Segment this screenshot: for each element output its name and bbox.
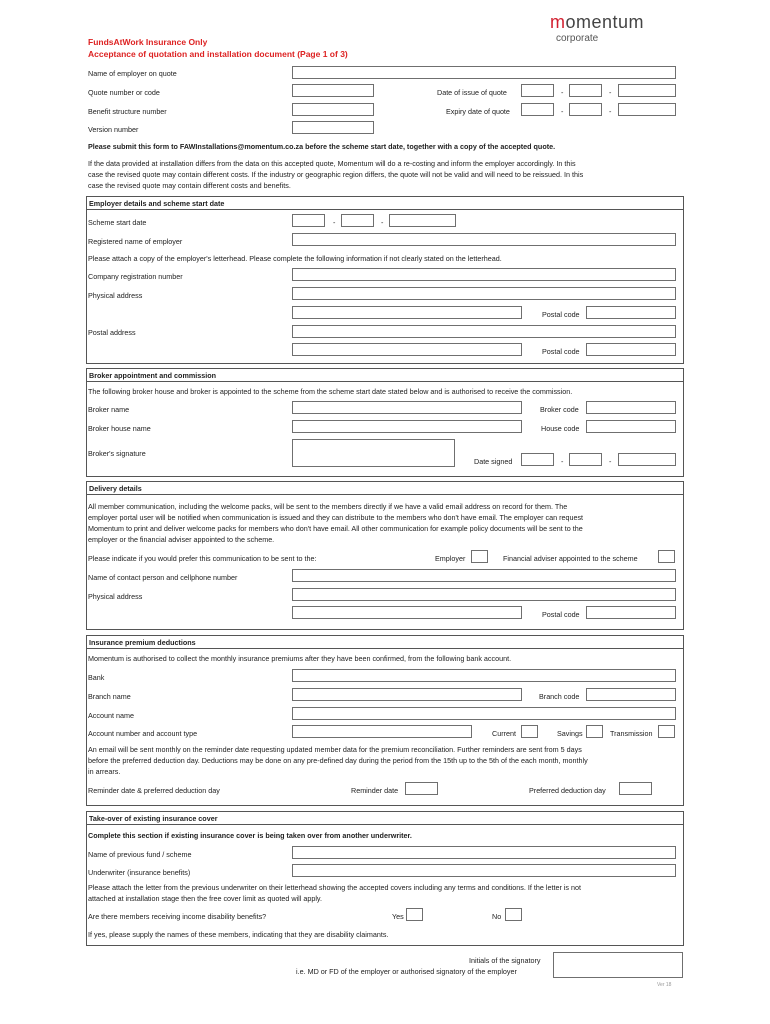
postal-code-label: Postal code (542, 610, 580, 619)
physical-postal-code-input[interactable] (586, 306, 676, 319)
takeover-complete-note: Complete this section if existing insurance cover is being taken over from another underwriter. (88, 831, 412, 840)
premium-note: Momentum is authorised to collect the monthly insurance premiums after they have been confirmed, from the following bank account. (88, 654, 512, 663)
employer-name-input[interactable] (292, 66, 676, 79)
contact-label: Name of contact person and cellphone number (88, 573, 238, 582)
employer-option-label: Employer (435, 554, 466, 563)
start-year[interactable] (389, 214, 456, 227)
momentum-logo (550, 12, 644, 32)
form-subtitle: Acceptance of quotation and installation document (Page 1 of 3) (88, 49, 348, 59)
preferred-day-input[interactable] (619, 782, 652, 795)
signed-year[interactable] (618, 453, 676, 466)
premium-para-line: before the preferred deduction day. Deductions may be done on any pre-defined day during the period from the 15th up to the 5th of the each month, monthly (88, 756, 588, 765)
section-header (87, 369, 683, 382)
account-number-label: Account number and account type (88, 729, 198, 738)
bank-label: Bank (88, 673, 105, 682)
delivery-postal-code-input[interactable] (586, 606, 676, 619)
version-label: Version number (88, 125, 139, 134)
branch-name-input[interactable] (292, 688, 522, 701)
signatory-initials-box[interactable] (553, 952, 683, 978)
delivery-address-line2[interactable] (292, 606, 522, 619)
section-title: Delivery details (89, 484, 142, 493)
date-signed-label: Date signed (474, 457, 513, 466)
account-name-input[interactable] (292, 707, 676, 720)
transmission-checkbox[interactable] (658, 725, 675, 738)
section-title: Take-over of existing insurance cover (89, 814, 218, 823)
supply-note: If yes, please supply the names of these members, indicating that they are disability claimants. (88, 930, 389, 939)
signatory-desc: i.e. MD or FD of the employer or authorised signatory of the employer (296, 967, 517, 976)
no-label: No (492, 912, 502, 921)
company-reg-label: Company registration number (88, 272, 183, 281)
start-month[interactable] (341, 214, 374, 227)
signatory-label: Initials of the signatory (469, 956, 541, 965)
expiry-year[interactable] (618, 103, 676, 116)
underwriter-input[interactable] (292, 864, 676, 877)
dash: - (333, 218, 336, 227)
delivery-address-line1[interactable] (292, 588, 676, 601)
registered-name-label: Registered name of employer (88, 237, 183, 246)
physical-address-line1[interactable] (292, 287, 676, 300)
logo-subtitle: corporate (556, 33, 599, 44)
house-code-label: House code (541, 424, 580, 433)
savings-label: Savings (557, 729, 583, 738)
logo-rest: omentum (565, 12, 645, 32)
delivery-para-line: employer portal user will be notified when communication is issued and they can distribute to the members who don't have email. The employer can request (88, 513, 584, 522)
section-title: Broker appointment and commission (89, 371, 216, 380)
delivery-para-line: Momentum to print and deliver welcome packs for members who don't have email. All other communication for example policy documents will be sent to the (88, 524, 583, 533)
disability-question: Are there members receiving income disability benefits? (88, 912, 267, 921)
underwriter-label: Underwriter (insurance benefits) (88, 868, 191, 877)
dash: - (381, 218, 384, 227)
reminder-pref-label: Reminder date & preferred deduction day (88, 786, 220, 795)
savings-checkbox[interactable] (586, 725, 603, 738)
dash: - (609, 107, 612, 116)
submit-note: Please submit this form to FAWInstallations@momentum.co.za before the scheme start date, together with a copy of the accepted quote. (88, 142, 556, 151)
expiry-month[interactable] (569, 103, 602, 116)
takeover-para-line: attached at installation stage then the free cover limit as quoted will apply. (88, 894, 322, 903)
bank-input[interactable] (292, 669, 676, 682)
dash: - (561, 457, 564, 466)
scheme-start-label: Scheme start date (88, 218, 147, 227)
preferred-day-label: Preferred deduction day (529, 786, 606, 795)
branch-code-label: Branch code (539, 692, 580, 701)
form-title: FundsAtWork Insurance Only (88, 37, 208, 47)
contact-input[interactable] (292, 569, 676, 582)
postal-address-line2[interactable] (292, 343, 522, 356)
quote-number-input[interactable] (292, 84, 374, 97)
dash: - (561, 88, 564, 97)
section-header (87, 482, 683, 495)
date-issue-month[interactable] (569, 84, 602, 97)
section-header (87, 197, 683, 210)
start-day[interactable] (292, 214, 325, 227)
postal-address-line1[interactable] (292, 325, 676, 338)
prev-fund-input[interactable] (292, 846, 676, 859)
dash: - (561, 107, 564, 116)
registered-name-input[interactable] (292, 233, 676, 246)
physical-address-label: Physical address (88, 291, 143, 300)
dash: - (609, 457, 612, 466)
account-number-input[interactable] (292, 725, 472, 738)
physical-address-line2[interactable] (292, 306, 522, 319)
date-issue-label: Date of issue of quote (437, 88, 507, 97)
data-note-line: If the data provided at installation differs from the data on this accepted quote, Momentum will do a re-costing and inform the employer accordingly. In this (88, 159, 576, 168)
delivery-para-line: All member communication, including the welcome packs, will be sent to the members directly if we have a valid email address on record for them. The (88, 502, 568, 511)
broker-code-label: Broker code (540, 405, 579, 414)
expiry-label: Expiry date of quote (446, 107, 510, 116)
account-name-label: Account name (88, 711, 134, 720)
section-title: Insurance premium deductions (89, 638, 196, 647)
current-label: Current (492, 729, 516, 738)
prev-fund-label: Name of previous fund / scheme (88, 850, 192, 859)
no-checkbox[interactable] (505, 908, 522, 921)
data-note-line: case the revised quote may contain different costs and benefits. (88, 181, 291, 190)
branch-name-label: Branch name (88, 692, 131, 701)
broker-house-label: Broker house name (88, 424, 151, 433)
yes-label: Yes (392, 912, 404, 921)
broker-note: The following broker house and broker is appointed to the scheme from the scheme start date stated below and is authorised to receive the commission. (88, 387, 573, 396)
quote-number-label: Quote number or code (88, 88, 160, 97)
broker-name-label: Broker name (88, 405, 130, 414)
employer-name-label: Name of employer on quote (88, 69, 177, 78)
signed-day[interactable] (521, 453, 554, 466)
dash: - (609, 88, 612, 97)
adviser-option-label: Financial adviser appointed to the scheme (503, 554, 638, 563)
premium-para-line: in arrears. (88, 767, 121, 776)
current-checkbox[interactable] (521, 725, 538, 738)
house-code-input[interactable] (586, 420, 676, 433)
delivery-address-label: Physical address (88, 592, 143, 601)
version-input[interactable] (292, 121, 374, 134)
signed-month[interactable] (569, 453, 602, 466)
adviser-checkbox[interactable] (658, 550, 675, 563)
company-reg-input[interactable] (292, 268, 676, 281)
section-title: Employer details and scheme start date (89, 199, 225, 208)
logo-m: m (550, 12, 566, 32)
section-header (87, 636, 683, 649)
date-issue-day[interactable] (521, 84, 554, 97)
yes-checkbox[interactable] (406, 908, 423, 921)
section-header (87, 812, 683, 825)
delivery-para-line: employer or the financial adviser appointed to the scheme. (88, 535, 275, 544)
postal-address-label: Postal address (88, 328, 136, 337)
takeover-para-line: Please attach the letter from the previous underwriter on their letterhead showing the accepted covers including any terms and conditions. If the letter is not (88, 883, 582, 892)
broker-code-input[interactable] (586, 401, 676, 414)
branch-code-input[interactable] (586, 688, 676, 701)
benefit-number-label: Benefit structure number (88, 107, 167, 116)
expiry-day[interactable] (521, 103, 554, 116)
postal-code-label: Postal code (542, 310, 580, 319)
footer-code: Ver 18 (657, 982, 672, 988)
prefer-label: Please indicate if you would prefer this communication to be sent to the: (88, 554, 317, 563)
data-note-line: case the revised quote may contain different costs. If the industry or geographic region differs, the quote will not be valid and will need to be reissued. In this (88, 170, 584, 179)
broker-house-input[interactable] (292, 420, 522, 433)
broker-signature-box[interactable] (292, 439, 455, 467)
letterhead-note: Please attach a copy of the employer's letterhead. Please complete the following information if not clearly stated on the letterhead. (88, 254, 502, 263)
benefit-number-input[interactable] (292, 103, 374, 116)
reminder-date-label: Reminder date (351, 786, 399, 795)
postal-code-input[interactable] (586, 343, 676, 356)
broker-name-input[interactable] (292, 401, 522, 414)
broker-signature-label: Broker's signature (88, 449, 146, 458)
date-issue-year[interactable] (618, 84, 676, 97)
employer-checkbox[interactable] (471, 550, 488, 563)
postal-code-label: Postal code (542, 347, 580, 356)
premium-para-line: An email will be sent monthly on the reminder date requesting updated member data for the premium reconciliation. Further reminders are sent from 5 days (88, 745, 582, 754)
transmission-label: Transmission (610, 729, 653, 738)
reminder-date-input[interactable] (405, 782, 438, 795)
